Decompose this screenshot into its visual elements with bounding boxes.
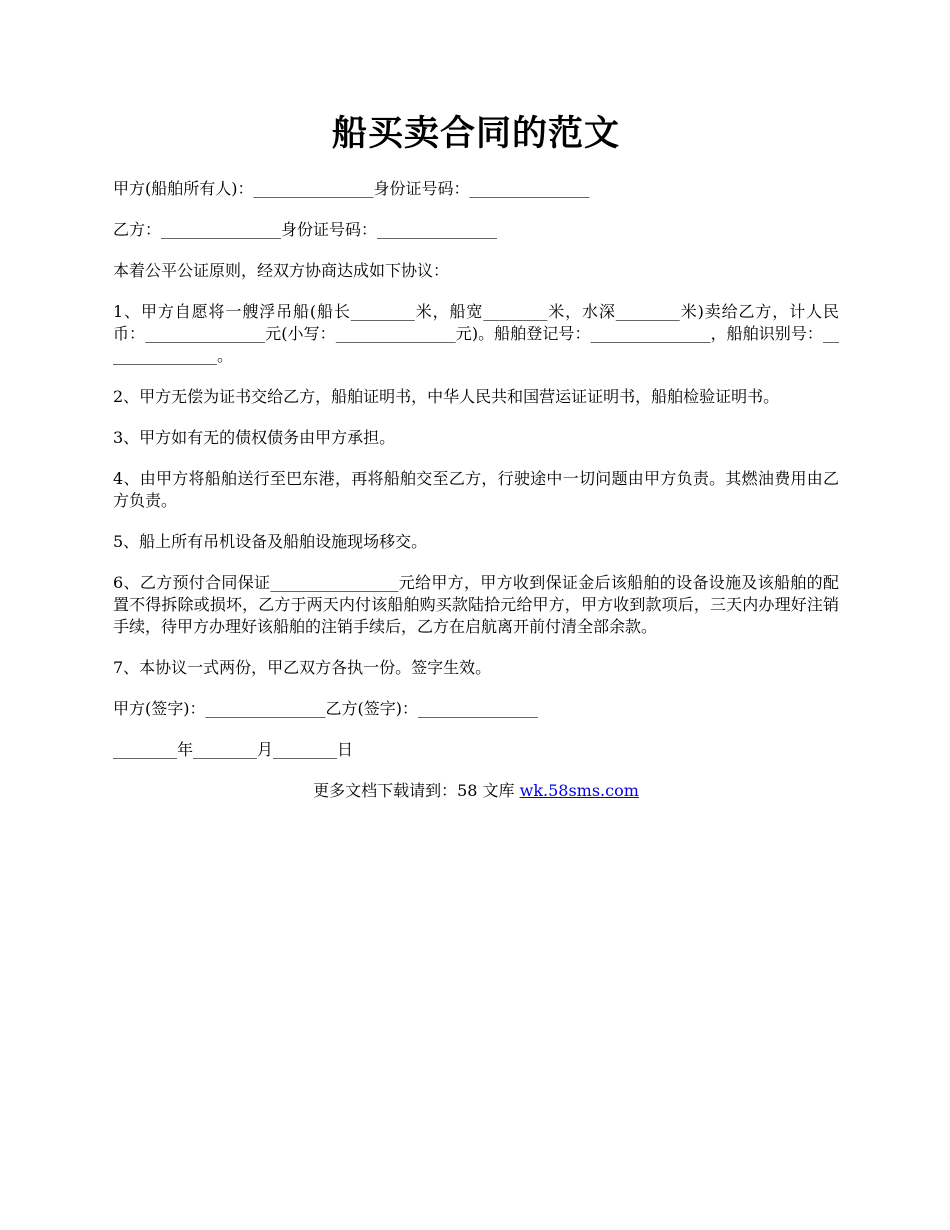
document-page (113, 108, 839, 802)
clause-4: 4、由甲方将船舶送行至巴东港，再将船舶交至乙方，行驶途中一切问题由甲方负责。其燃油费用由乙方负责。 (113, 469, 839, 510)
date-line: ________年________月________日 (113, 740, 354, 759)
document-title: 船买卖合同的范文 (331, 113, 620, 154)
preamble: 本着公平公证原则，经双方协商达成如下协议： (113, 261, 450, 280)
clause-7: 7、本协议一式两份，甲乙双方各执一份。签字生效。 (113, 658, 492, 677)
signature-line: 甲方(签字)：_______________乙方(签字)：_______________ (113, 699, 538, 718)
clause-1: 1、甲方自愿将一艘浮吊船(船长________米，船宽________米，水深________米)卖给乙方，计人民币：_______________元(小写：_______________元)。船舶登记号：_______________，船舶识别号：_______________。 (113, 302, 839, 365)
clause-3: 3、甲方如有无的债权债务由甲方承担。 (113, 428, 396, 447)
clause-5: 5、船上所有吊机设备及船舶设施现场移交。 (113, 532, 428, 551)
clause-6: 6、乙方预付合同保证________________元给甲方，甲方收到保证金后该船舶的设备设施及该船舶的配置不得拆除或损坏，乙方于两天内付该船舶购买款陆拾元给甲方，甲方收到款项后，三天内办理好注销手续，待甲方办理好该船舶的注销手续后，乙方在启航离开前付清全部余款。 (113, 573, 839, 636)
footer (113, 780, 839, 802)
clause-2: 2、甲方无偿为证书交给乙方，船舶证明书，中华人民共和国营运证证明书，船舶检验证明书。 (113, 387, 780, 406)
party-b-line: 乙方：_______________身份证号码：_______________ (113, 220, 498, 239)
footer-text: 更多文档下载请到：58 文库 (313, 781, 520, 800)
footer-link[interactable]: wk.58sms.com (519, 781, 639, 800)
party-a-line: 甲方(船舶所有人)：_______________身份证号码：_______________ (113, 179, 590, 198)
